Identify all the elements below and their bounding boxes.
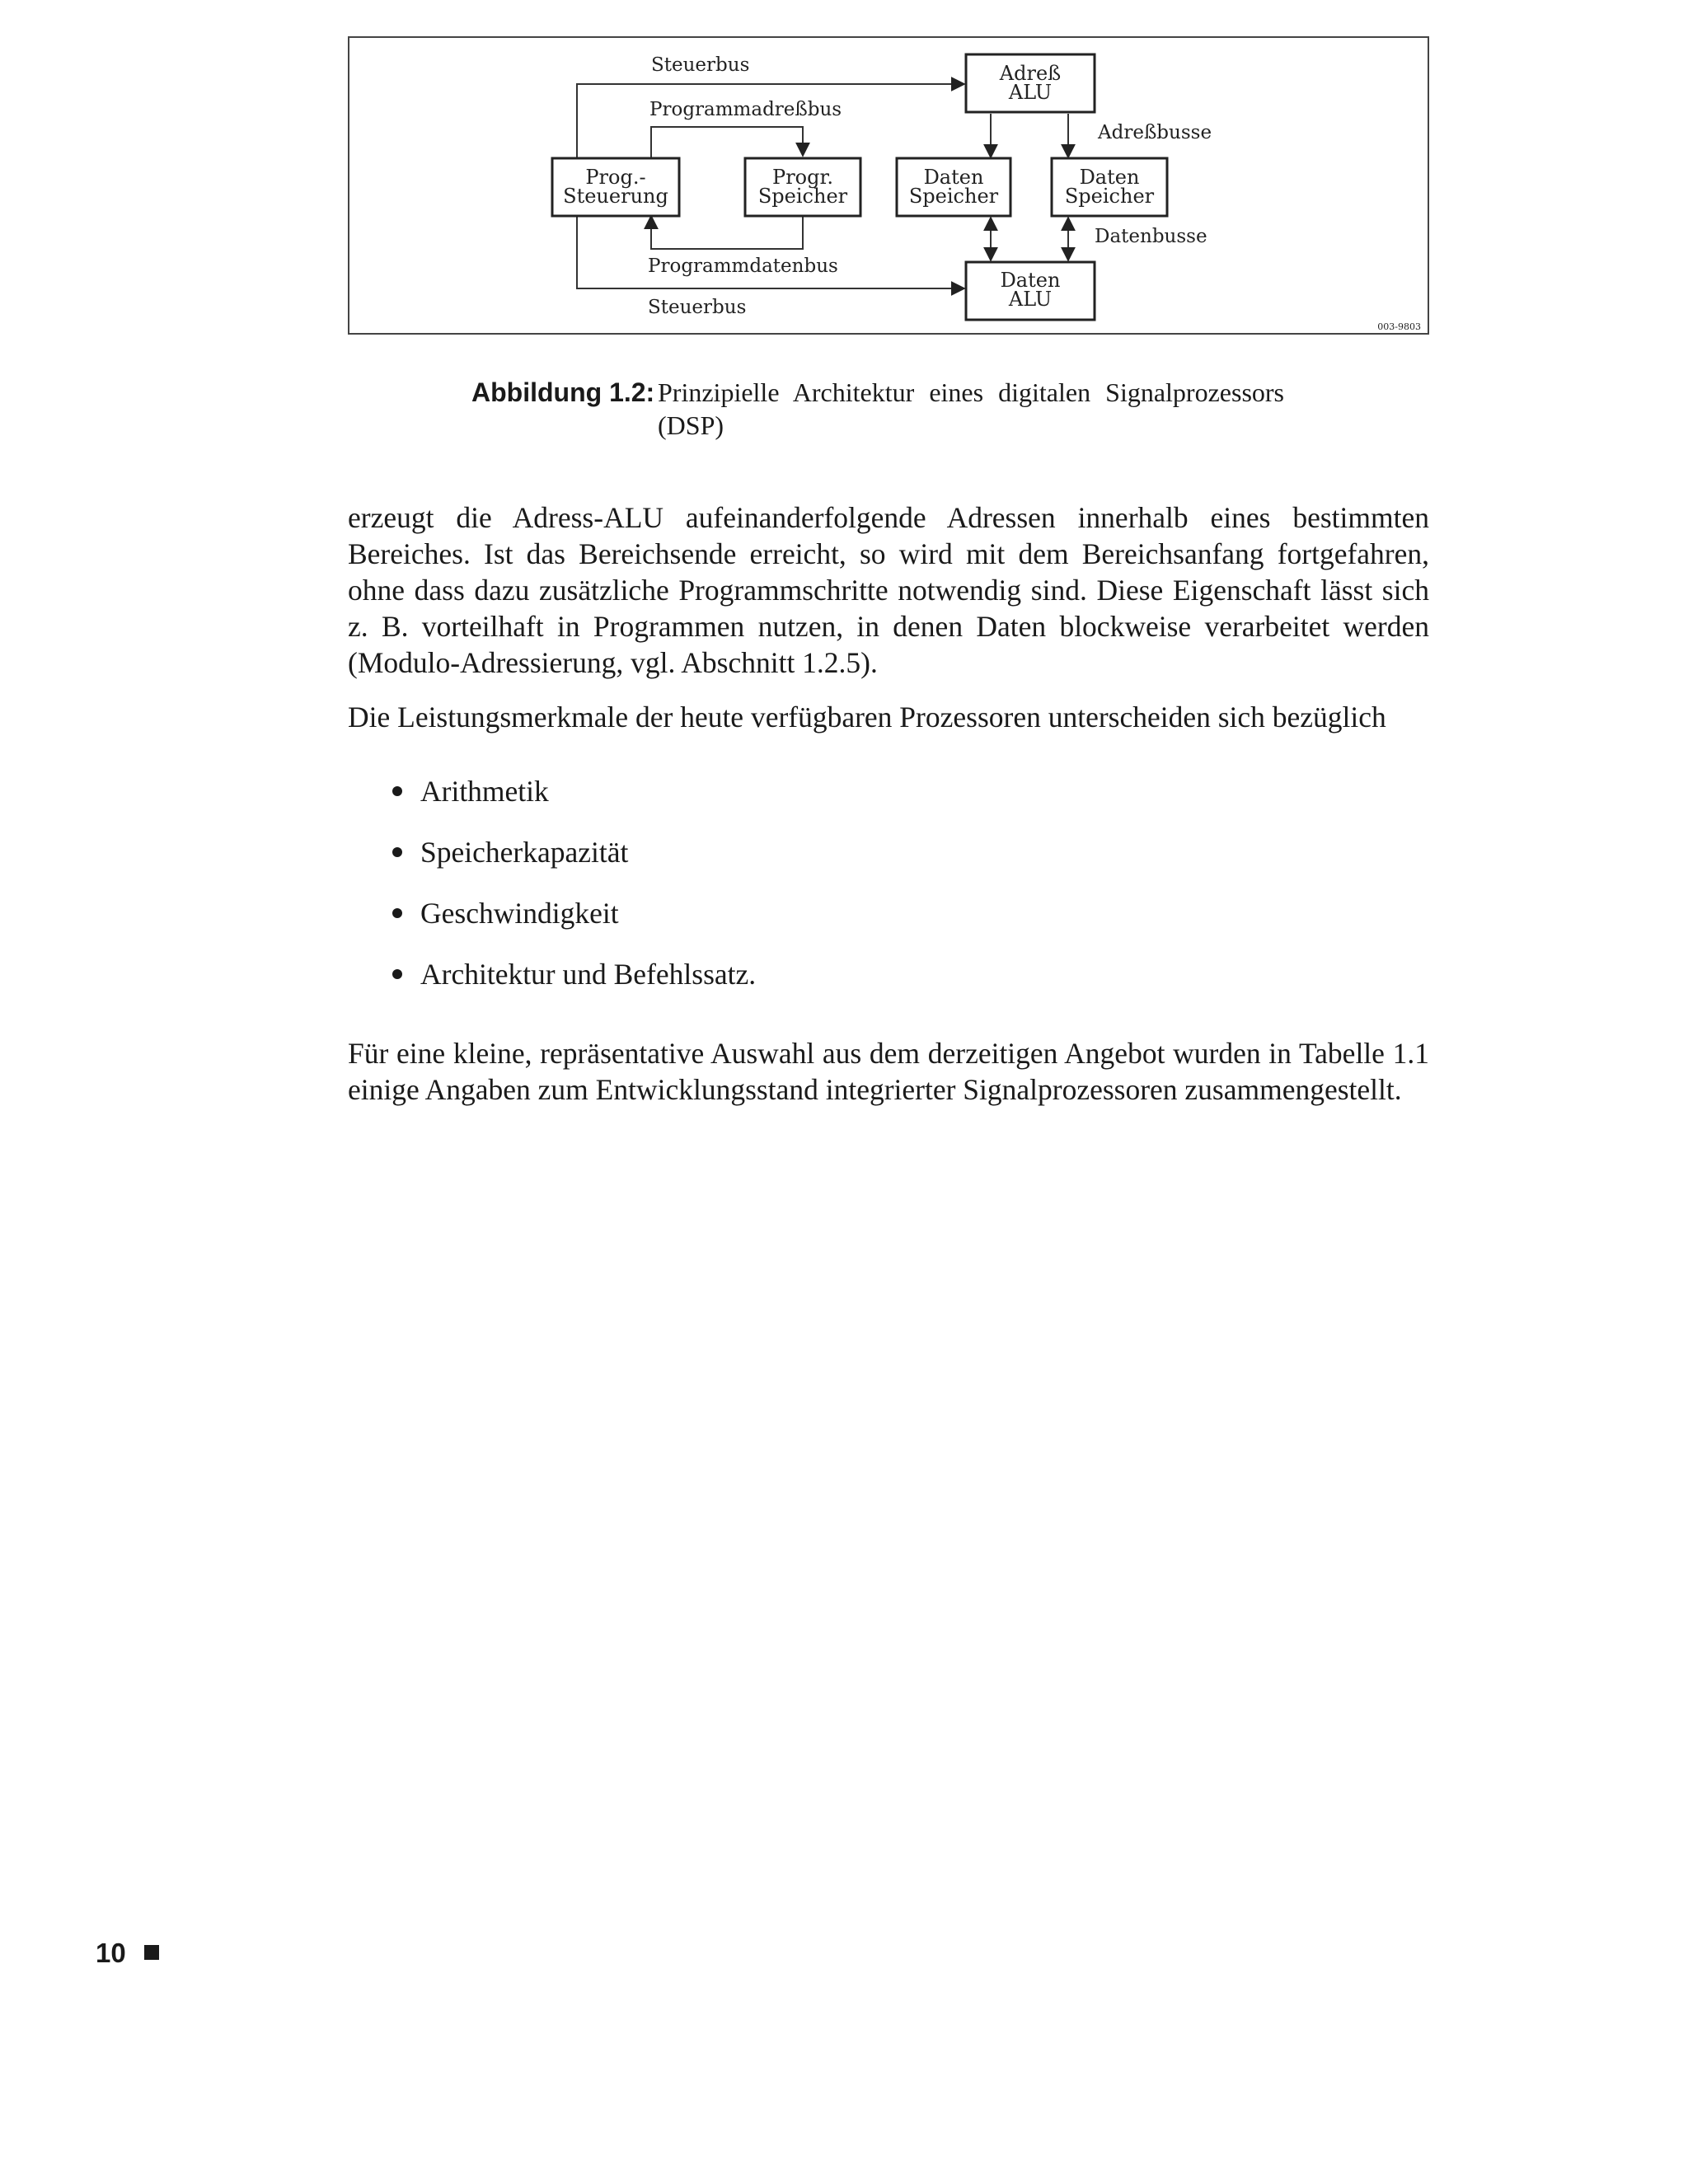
daten-speicher-2-line-2: Speicher bbox=[1064, 185, 1155, 208]
list-item-text: Geschwindigkeit bbox=[420, 897, 619, 930]
daten-alu-line-2: ALU bbox=[1008, 288, 1053, 311]
programmadressbus-line bbox=[651, 127, 803, 157]
dsp-architecture-figure bbox=[348, 36, 1429, 335]
steuerbus-top-line bbox=[577, 84, 964, 157]
daten-speicher-2-line-1: Daten bbox=[1079, 166, 1140, 189]
prog-steuerung-line-2: Steuerung bbox=[563, 185, 668, 208]
adress-alu-line-1: Adreß bbox=[999, 62, 1062, 85]
page-footer bbox=[96, 1937, 159, 1970]
programmdatenbus-line bbox=[651, 214, 803, 249]
feature-list bbox=[387, 773, 756, 1017]
steuerbus-bottom-line bbox=[577, 214, 964, 288]
daten-speicher-1-line-1: Daten bbox=[923, 166, 984, 189]
figure-id: 003-9803 bbox=[1377, 321, 1421, 332]
list-item-text: Arithmetik bbox=[420, 775, 549, 808]
datenbusse-label: Datenbusse bbox=[1095, 226, 1207, 247]
programmdatenbus-label: Programmdatenbus bbox=[648, 255, 838, 277]
steuerbus-top-label: Steuerbus bbox=[651, 54, 750, 76]
page-number: 10 bbox=[96, 1938, 126, 1968]
list-item bbox=[387, 956, 756, 992]
body-paragraph-2: Die Leistungsmerkmale der heute verfügbaren Prozessoren unterscheiden sich bezüglich bbox=[348, 701, 1386, 733]
square-marker-icon bbox=[144, 1945, 159, 1960]
bullet-icon bbox=[392, 847, 402, 857]
daten-speicher-1-line-2: Speicher bbox=[908, 185, 999, 208]
progr-speicher-line-2: Speicher bbox=[757, 185, 848, 208]
list-item-text: Architektur und Befehlssatz. bbox=[420, 958, 757, 991]
list-item-text: Speicherkapazität bbox=[420, 836, 629, 869]
list-item bbox=[387, 834, 756, 870]
list-item bbox=[387, 773, 756, 809]
prog-steuerung-line-1: Prog.- bbox=[585, 166, 646, 189]
adress-alu-line-2: ALU bbox=[1008, 81, 1053, 104]
programmadressbus-label: Programmadreßbus bbox=[649, 99, 842, 120]
adressbusse-label: Adreßbusse bbox=[1098, 122, 1212, 143]
bullet-icon bbox=[392, 969, 402, 979]
bullet-icon bbox=[392, 908, 402, 918]
bullet-icon bbox=[392, 786, 402, 796]
dsp-architecture-diagram bbox=[349, 38, 1428, 333]
progr-speicher-line-1: Progr. bbox=[772, 166, 833, 189]
body-paragraph-3: Für eine kleine, repräsentative Auswahl aus dem derzeitigen Angebot wurden in Tabelle 1.1 einige Angaben zum Entwicklungsstand integrierter Signalprozessoren zusammengestellt. bbox=[348, 1037, 1429, 1106]
daten-alu-line-1: Daten bbox=[1000, 269, 1061, 292]
caption-label: Abbildung 1.2: bbox=[471, 377, 655, 407]
body-paragraph-1: erzeugt die Adress-ALU aufeinanderfolgende Adressen innerhalb eines bestimmten Bereiches. Ist das Bereichsende erreicht, so wird mit dem Bereichsanfang fortgefahren, ohne dass dazu zusätzliche Programmschritte notwendig sind. Diese Eigenschaft lässt sich z. B. vorteilhaft in Programmen nutzen, in denen Daten blockweise verarbeitet werden (Modulo-Adressierung, vgl. Abschnitt 1.2.5). bbox=[348, 501, 1429, 679]
list-item bbox=[387, 895, 756, 931]
steuerbus-bottom-label: Steuerbus bbox=[648, 297, 747, 318]
caption-text: Prinzipielle Architektur eines digitalen Signalprozessors (DSP) bbox=[658, 377, 1284, 440]
